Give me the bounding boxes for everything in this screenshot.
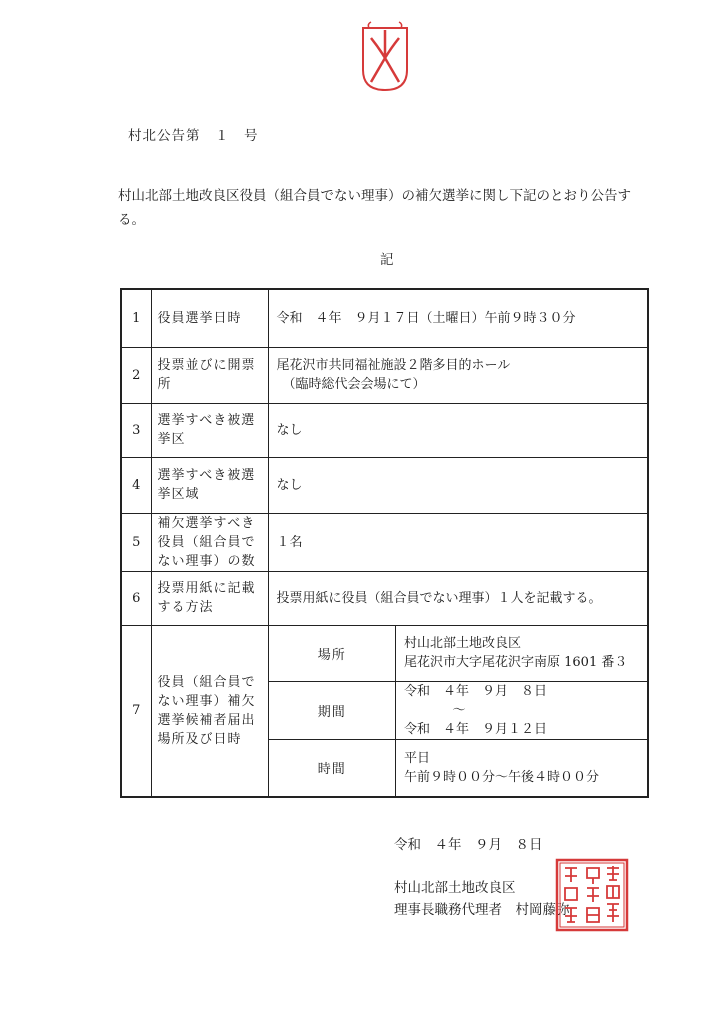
table-row [121,347,648,403]
period-separator: ～ [452,703,466,718]
row-value: １名 [268,513,648,571]
time-value [396,740,648,796]
table-row [121,571,648,625]
row-number: 6 [121,571,151,625]
row-value [268,347,648,403]
ki-heading: 記 [380,252,394,268]
table-row [269,740,648,796]
place-value [396,626,648,682]
table-row [121,625,648,797]
row-number: 7 [121,625,151,797]
top-seal-stamp [357,18,413,94]
place-line: 尾花沢市大字尾花沢字南原 1601 番３ [404,655,628,671]
row-number: 2 [121,347,151,403]
notice-date: 令和 ４年 ９月 ８日 [394,837,543,853]
table-row [269,626,648,682]
preamble-text: 村山北部土地改良区役員（組合員でない理事）の補欠選挙に関し下記のとおり公告する。 [118,188,631,228]
row-item: 投票用紙に記載する方法 [151,571,268,625]
row-item: 役員（組合員でない理事）補欠選挙候補者届出場所及び日時 [151,625,268,797]
table-row [269,682,648,740]
table-row [121,513,648,571]
row-item: 選挙すべき被選挙区 [151,403,268,457]
period-value [396,682,648,740]
row-item: 投票並びに開票所 [151,347,268,403]
row-number: 4 [121,457,151,513]
table-row [121,289,648,347]
row-value-line: 尾花沢市共同福祉施設２階多目的ホール [276,358,511,373]
candidate-filing-subtable [269,626,648,796]
official-seal-stamp [555,858,629,932]
row-item: 役員選挙日時 [151,289,268,347]
row-value: なし [268,457,648,513]
period-end: 令和 ４年 ９月１２日 [404,722,548,737]
candidate-filing-cell [268,625,648,797]
row-item: 選挙すべき被選挙区域 [151,457,268,513]
representative-name: 理事長職務代理者 村岡藤弥 [394,902,570,918]
time-line: 午前９時００分～午後４時００分 [404,769,600,785]
time-line: 平日 [404,750,431,766]
row-item: 補欠選挙すべき役員（組合員でない理事）の数 [151,513,268,571]
organization-name: 村山北部土地改良区 [394,880,516,896]
row-value: 令和 ４年 ９月１７日（土曜日）午前９時３０分 [268,289,648,347]
place-line: 村山北部土地改良区 [404,636,522,652]
place-label: 場所 [269,626,396,682]
period-label: 期間 [269,682,396,740]
notice-number: 村北公告第 １ 号 [128,128,259,144]
table-row [121,457,648,513]
row-value-line: （臨時総代会会場にて） [282,377,426,392]
row-number: 5 [121,513,151,571]
row-value: 投票用紙に役員（組合員でない理事）１人を記載する。 [268,571,648,625]
table-row [121,403,648,457]
time-label: 時間 [269,740,396,796]
election-details-table [120,288,649,798]
row-number: 3 [121,403,151,457]
period-start: 令和 ４年 ９月 ８日 [404,684,548,699]
row-value: なし [268,403,648,457]
row-number: 1 [121,289,151,347]
